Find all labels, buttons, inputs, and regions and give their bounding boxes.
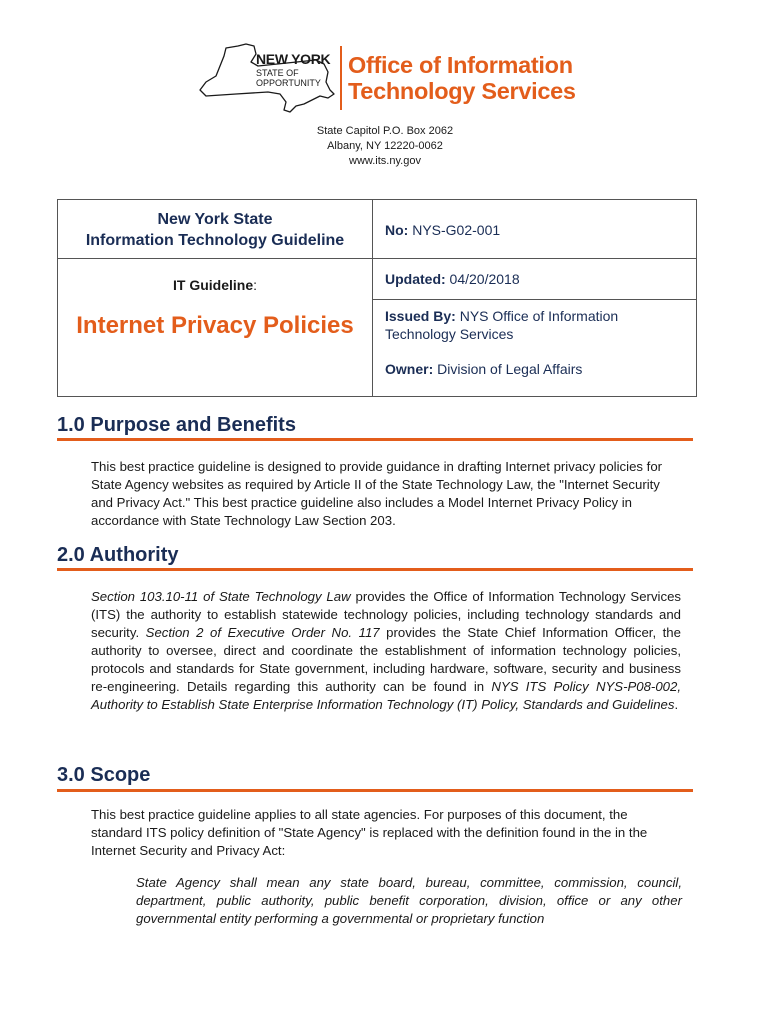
guideline-title-line2: Information Technology Guideline <box>85 232 345 249</box>
address-website: www.its.ny.gov <box>349 155 421 167</box>
section-rule <box>57 568 693 571</box>
logo-tagline-line1: STATE OF <box>256 68 299 78</box>
guideline-info-table <box>57 199 697 397</box>
scope-paragraph: This best practice guideline applies to all state agencies. For purposes of this document, the standard ITS policy definition of "State Agency" is replaced with the definition found in the in the Internet Security and Privacy Act: <box>91 807 648 858</box>
office-name-line2: Technology Services <box>348 78 576 104</box>
logo-tagline-line2: OPPORTUNITY <box>256 77 321 88</box>
logo-state-name: NEW YORK <box>256 51 331 67</box>
section-rule <box>57 789 693 792</box>
owner <box>385 360 582 378</box>
logo-divider <box>340 46 342 110</box>
scope-definition-quote: State Agency shall mean any state board, bureau, committee, commission, council, department, public authority, public benefit corporation, division, office or any other governmental entity performing a governmental or proprietary function <box>136 875 682 926</box>
agency-logo <box>196 42 576 117</box>
issued-by-label: Issued By: <box>385 308 456 324</box>
authority-text: provides the State Chief Information Officer, the authority to oversee, direct and coordinate the establishment of information technology policies, protocols and standards for State government, including hardware, software, security and business re-engineering. Details regarding this authority can be found in <box>91 625 681 694</box>
document-title: Internet Privacy Policies <box>76 312 354 339</box>
authority-reference-exec-order: Section 2 of Executive Order No. 117 <box>145 625 380 640</box>
office-name-line1: Office of Information <box>348 52 573 78</box>
updated-date <box>385 270 520 288</box>
issued-by-value: NYS Office of Information Technology Services <box>385 308 619 342</box>
guideline-title-line1: New York State <box>157 211 273 228</box>
owner-label: Owner: <box>385 361 434 377</box>
logo-tagline <box>256 69 321 88</box>
office-name <box>348 52 576 104</box>
updated-date-value: 04/20/2018 <box>445 271 520 287</box>
guideline-type-title <box>58 209 372 251</box>
section-rule <box>57 438 693 441</box>
updated-date-label: Updated: <box>385 271 446 287</box>
authority-text: . <box>674 697 679 712</box>
it-guideline-label <box>58 277 372 293</box>
document-number-label: No: <box>385 222 409 238</box>
authority-reference-its-policy: NYS ITS Policy NYS-P08-002, Authority to Establish State Enterprise Information Technology (IT) Policy, Standards and Guidelines <box>91 679 681 712</box>
table-divider <box>58 258 372 259</box>
authority-text: provides the Office of Information Technology Services (ITS) the authority to establish statewide technology policies, including technology standards and security. <box>91 589 681 640</box>
it-guideline-label-text: IT Guideline <box>172 277 254 293</box>
table-divider <box>372 299 696 300</box>
table-divider <box>372 258 696 259</box>
it-guideline-colon: : <box>253 277 257 293</box>
authority-paragraph <box>91 588 681 714</box>
document-number-value: NYS-G02-001 <box>408 222 501 238</box>
address-line1: State Capitol P.O. Box 2062 <box>316 125 454 137</box>
authority-reference-state-tech-law: Section 103.10-11 of State Technology Law <box>91 589 351 604</box>
section-heading-authority: 2.0 Authority <box>57 544 179 566</box>
document-number <box>385 221 500 239</box>
agency-address <box>0 124 770 169</box>
owner-value: Division of Legal Affairs <box>433 361 583 377</box>
table-divider <box>372 200 373 396</box>
section-heading-purpose: 1.0 Purpose and Benefits <box>57 414 296 436</box>
purpose-paragraph: This best practice guideline is designed to provide guidance in drafting Internet privacy policies for State Agency websites as required by Article II of the State Technology Law, the "Internet Security and Privacy Act." This best practice guideline also includes a Model Internet Privacy Policy in accordance with State Technology Law Section 203. <box>91 459 663 528</box>
issued-by <box>385 307 675 343</box>
section-heading-scope: 3.0 Scope <box>57 764 151 786</box>
address-line2: Albany, NY 12220-0062 <box>327 140 443 152</box>
